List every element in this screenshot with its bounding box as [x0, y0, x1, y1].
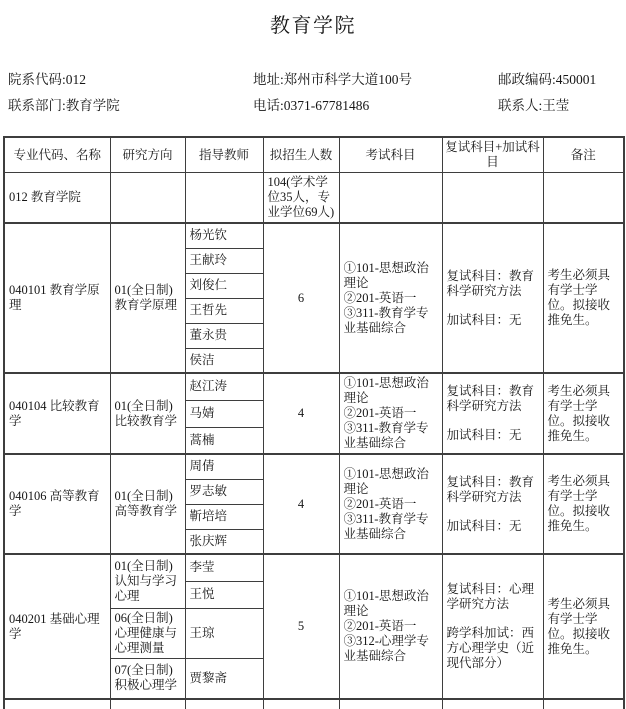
enrollment-cell: 4: [263, 373, 339, 454]
table-row: [4, 454, 624, 479]
exam-subject-line: ②201-英语一: [343, 290, 417, 305]
note-cell: 考生必须具有学士学位。拟接收推免生。: [543, 223, 624, 373]
teacher-cell: 王悦: [185, 581, 263, 608]
table-row: [4, 373, 624, 400]
retest-cell: [442, 223, 543, 373]
direction-cell: 01(全日制)教育学原理: [110, 223, 185, 373]
teacher-cell: 张庆辉: [185, 529, 263, 554]
col-header-advisor: 指导教师: [185, 137, 263, 173]
empty-cell: [442, 173, 543, 224]
retest-cell: [442, 373, 543, 454]
col-header-direction: 研究方向: [110, 137, 185, 173]
exam-subjects-cell: [339, 554, 442, 699]
col-header-program: 专业代码、名称: [4, 137, 110, 173]
empty-cell: [185, 173, 263, 224]
retest-line: 复试科目：教育科学研究方法: [446, 384, 535, 413]
table-header-row: [4, 137, 624, 173]
empty-cell: [110, 173, 185, 224]
exam-subject-line: ③311-教育学专业基础综合: [343, 421, 429, 450]
address-text: 地址:郑州市科学大道100号: [253, 72, 413, 87]
program-code-cell: 040104 比较教育学: [4, 373, 110, 454]
empty-cell: [263, 699, 339, 709]
direction-cell: 06(全日制)心理健康与心理测量: [110, 608, 185, 658]
teacher-cell: 刘俊仁: [185, 273, 263, 298]
retest-line: 跨学科加试：西方心理学史（近现代部分）: [446, 626, 535, 670]
enrollment-cell: 5: [263, 554, 339, 699]
empty-cell: [543, 699, 624, 709]
exam-subject-line: ①101-思想政治理论: [343, 589, 429, 618]
summary-row: [4, 173, 624, 224]
enrollment-cell: 4: [263, 454, 339, 554]
enrollment-cell: 6: [263, 223, 339, 373]
admissions-table: [3, 136, 625, 709]
exam-subjects-cell: [339, 223, 442, 373]
program-code-cell: 040201 基础心理学: [4, 554, 110, 699]
cutoff-row: [4, 699, 624, 709]
teacher-cell: 侯洁: [185, 348, 263, 373]
note-cell: 考生必须具有学士学位。拟接收推免生。: [543, 454, 624, 554]
retest-line: 复试科目：教育科学研究方法: [446, 474, 535, 504]
exam-subject-line: ①101-思想政治理论: [343, 466, 429, 496]
direction-cell: 07(全日制)积极心理学: [110, 658, 185, 699]
phone-text: 电话:0371-67781486: [253, 98, 370, 113]
teacher-cell: 蒿楠: [185, 427, 263, 454]
teacher-cell: 罗志敏: [185, 479, 263, 504]
col-header-retest: 复试科目+加试科目: [442, 137, 543, 173]
exam-subject-line: ③311-教育学专业基础综合: [343, 511, 429, 541]
contact-person-text: 联系人:王莹: [498, 98, 570, 113]
exam-subject-line: ①101-思想政治理论: [343, 376, 429, 405]
empty-cell: [543, 173, 624, 224]
direction-cell: 01(全日制)高等教育学: [110, 454, 185, 554]
exam-subjects-cell: [339, 373, 442, 454]
table-row: [4, 223, 624, 248]
contact-dept-text: 联系部门:教育学院: [8, 98, 120, 113]
retest-line: 复试科目：教育科学研究方法: [446, 268, 535, 298]
exam-subject-line: ②201-英语一: [343, 496, 417, 511]
summary-enrollment-cell: 104(学术学位35人，专业学位69人): [263, 173, 339, 224]
exam-subject-line: ①101-思想政治理论: [343, 260, 429, 290]
note-cell: 考生必须具有学士学位。拟接收推免生。: [543, 554, 624, 699]
empty-cell: [110, 699, 185, 709]
exam-subject-line: ③312-心理学专业基础综合: [343, 634, 429, 663]
teacher-cell: 李莹: [185, 554, 263, 581]
teacher-cell: 王琼: [185, 608, 263, 658]
retest-cell: [442, 454, 543, 554]
empty-cell: [4, 699, 110, 709]
empty-cell: [185, 699, 263, 709]
teacher-cell: 王献玲: [185, 248, 263, 273]
teacher-cell: 周倩: [185, 454, 263, 479]
program-code-cell: 040106 高等教育学: [4, 454, 110, 554]
note-cell: 考生必须具有学士学位。拟接收推免生。: [543, 373, 624, 454]
teacher-cell: 杨光钦: [185, 223, 263, 248]
retest-line: 加试科目：无: [446, 518, 522, 533]
teacher-cell: 马婧: [185, 400, 263, 427]
postcode-text: 邮政编码:450001: [498, 72, 597, 87]
direction-cell: 01(全日制)比较教育学: [110, 373, 185, 454]
exam-subject-line: ②201-英语一: [343, 406, 417, 420]
empty-cell: [442, 699, 543, 709]
summary-code-cell: 012 教育学院: [4, 173, 110, 224]
contact-info-block: [8, 72, 618, 114]
teacher-cell: 贾黎斋: [185, 658, 263, 699]
page-title: 教育学院: [270, 15, 356, 37]
exam-subjects-cell: [339, 454, 442, 554]
teacher-cell: 董永贵: [185, 323, 263, 348]
teacher-cell: 靳培培: [185, 504, 263, 529]
col-header-exam: 考试科目: [339, 137, 442, 173]
retest-line: 加试科目：无: [446, 312, 522, 327]
table-row: [4, 554, 624, 581]
retest-cell: [442, 554, 543, 699]
program-code-cell: 040101 教育学原理: [4, 223, 110, 373]
empty-cell: [339, 699, 442, 709]
empty-cell: [339, 173, 442, 224]
exam-subject-line: ②201-英语一: [343, 619, 417, 633]
direction-cell: 01(全日制)认知与学习心理: [110, 554, 185, 608]
col-header-note: 备注: [543, 137, 624, 173]
retest-line: 复试科目：心理学研究方法: [446, 582, 535, 611]
teacher-cell: 王哲先: [185, 298, 263, 323]
retest-line: 加试科目：无: [446, 428, 522, 442]
dept-code-text: 院系代码:012: [8, 72, 87, 87]
teacher-cell: 赵江涛: [185, 373, 263, 400]
col-header-enrollment: 拟招生人数: [263, 137, 339, 173]
exam-subject-line: ③311-教育学专业基础综合: [343, 305, 429, 335]
